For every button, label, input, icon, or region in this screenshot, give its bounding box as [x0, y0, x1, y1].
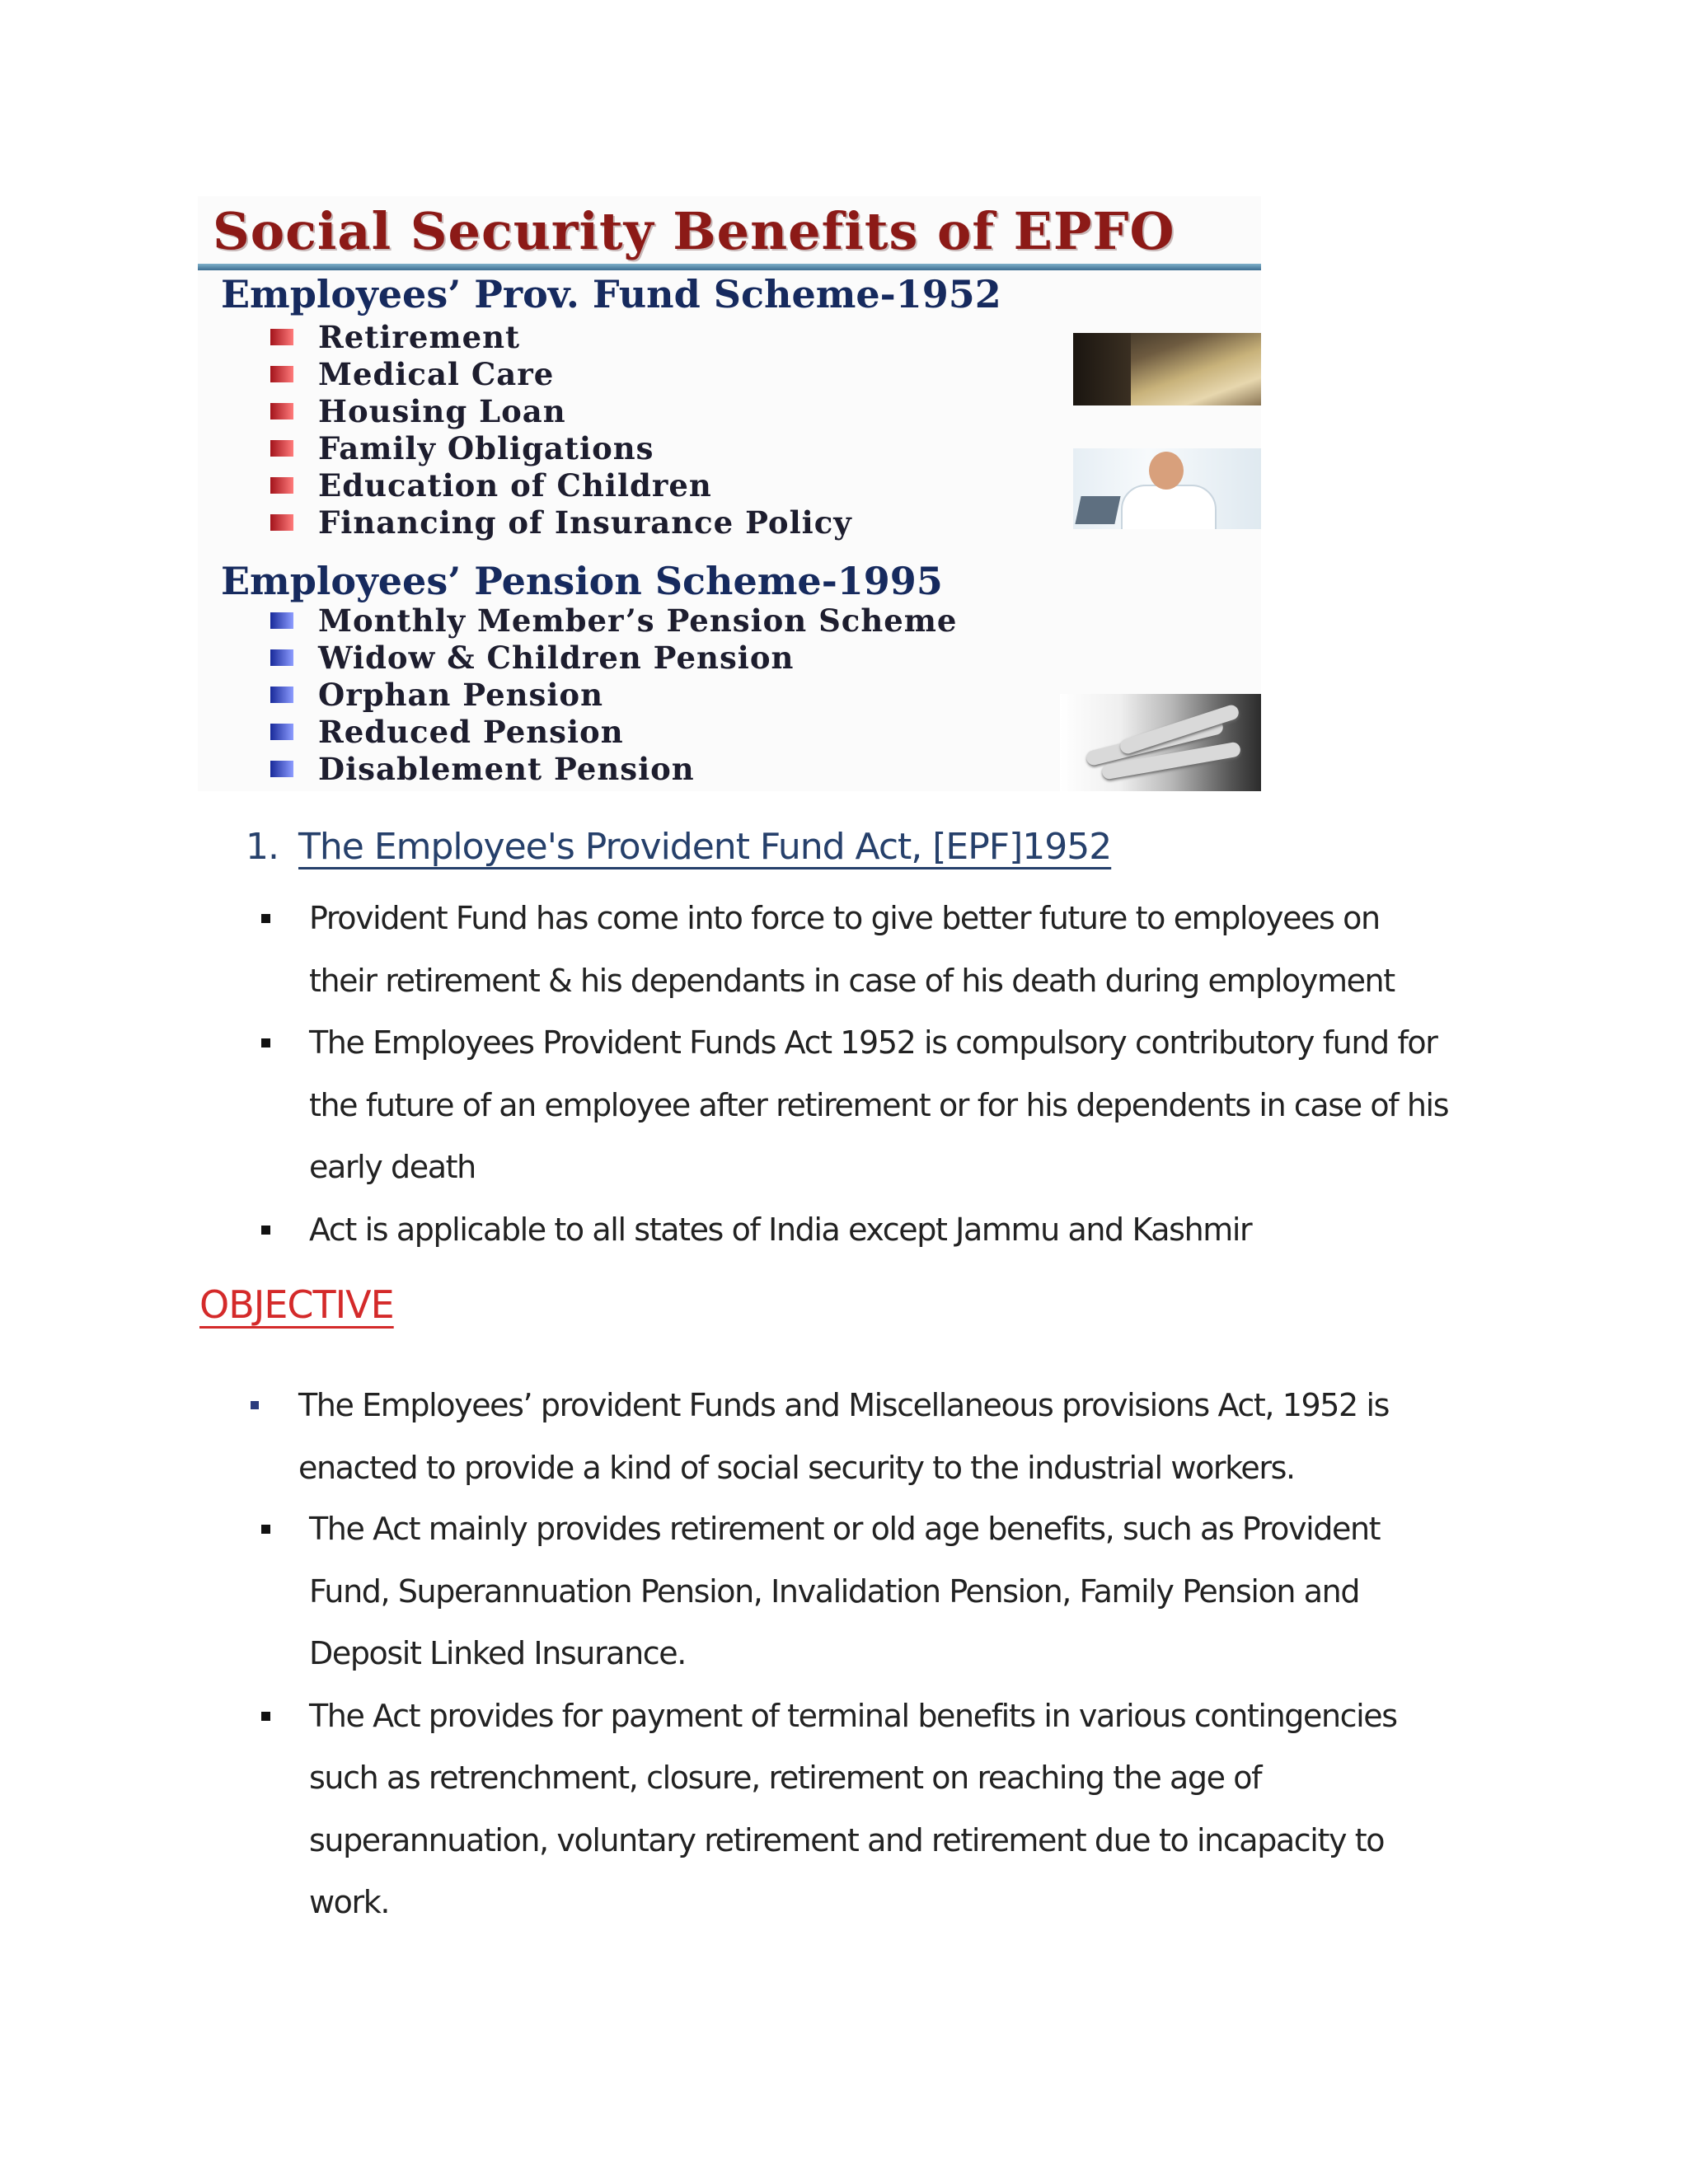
list-item-continuation: Fund, Superannuation Pension, Invalidation Pension, Family Pension and [309, 1572, 1360, 1610]
list-item: The Employees Provident Funds Act 1952 is compulsory contributory fund for [309, 1012, 1448, 1075]
banner-divider [198, 264, 1261, 270]
list-item-continuation: Deposit Linked Insurance. [309, 1635, 686, 1671]
square-bullet-icon [261, 1038, 270, 1047]
list-item: The Act provides for payment of terminal benefits in various contingencies [309, 1685, 1397, 1748]
square-bullet-icon [261, 1712, 270, 1721]
section-heading-epf-act [246, 826, 1111, 868]
list-item: The Employees’ provident Funds and Miscellaneous provisions Act, 1952 is [298, 1375, 1389, 1437]
scheme-title-pf: Employees’ Prov. Fund Scheme-1952 [221, 272, 1001, 316]
objective-intro-bullet [298, 1375, 1389, 1499]
doctor-head-shape [1149, 452, 1184, 490]
red-square-bullet-icon [270, 514, 293, 531]
money-photo [1073, 333, 1261, 405]
list-item-continuation: their retirement & his dependants in case of his death during employment [309, 962, 1395, 999]
list-item-continuation: superannuation, voluntary retirement and retirement due to incapacity to [309, 1821, 1385, 1858]
list-item-continuation: early death [309, 1149, 476, 1185]
square-bullet-icon [261, 1226, 270, 1235]
list-item: Financing of Insurance Policy [270, 504, 852, 541]
blue-square-bullet-icon [270, 649, 293, 666]
red-square-bullet-icon [270, 366, 293, 382]
list-item: Monthly Member’s Pension Scheme [270, 602, 957, 639]
list-item: Act is applicable to all states of India except Jammu and Kashmir [309, 1199, 1448, 1262]
list-item-continuation: enacted to provide a kind of social security to the industrial workers. [298, 1449, 1295, 1486]
list-item: Reduced Pension [270, 713, 957, 750]
list-item: Medical Care [270, 355, 852, 392]
blue-square-bullet-icon [270, 687, 293, 703]
blue-square-bullet-icon [270, 612, 293, 629]
list-item-continuation: the future of an employee after retirement or for his dependents in case of his [309, 1086, 1449, 1123]
list-item: Provident Fund has come into force to give better future to employees on [309, 888, 1448, 950]
epfo-benefits-banner [198, 196, 1261, 791]
list-item-continuation: work. [309, 1884, 390, 1920]
blue-square-bullet-icon [270, 724, 293, 740]
list-item: Housing Loan [270, 392, 852, 429]
hands-photo [1060, 694, 1261, 791]
list-item: Disablement Pension [270, 750, 957, 787]
doctor-photo [1073, 448, 1261, 529]
section-number: 1. [246, 826, 279, 868]
banner-title: Social Security Benefits of EPFO [213, 201, 1175, 261]
scheme-title-pension: Employees’ Pension Scheme-1995 [221, 559, 943, 603]
objective-bullets [309, 1498, 1397, 1934]
list-item: Orphan Pension [270, 676, 957, 713]
pension-benefits-list [270, 602, 957, 787]
epf-act-bullets [309, 888, 1448, 1261]
red-square-bullet-icon [270, 440, 293, 457]
list-item: The Act mainly provides retirement or old age benefits, such as Provident [309, 1498, 1397, 1561]
red-square-bullet-icon [270, 477, 293, 494]
list-item: Retirement [270, 318, 852, 355]
objective-heading: OBJECTIVE [199, 1282, 394, 1327]
section-heading-link[interactable]: The Employee's Provident Fund Act, [EPF]1952 [298, 826, 1112, 868]
list-item: Education of Children [270, 466, 852, 504]
list-item: Family Obligations [270, 429, 852, 466]
blue-square-bullet-icon [270, 761, 293, 777]
doctor-coat-shape [1121, 485, 1217, 529]
list-item: Widow & Children Pension [270, 639, 957, 676]
square-bullet-icon [261, 1525, 270, 1534]
list-item-continuation: such as retrenchment, closure, retirement on reaching the age of [309, 1760, 1262, 1796]
red-square-bullet-icon [270, 329, 293, 345]
pf-benefits-list [270, 318, 852, 541]
square-bullet-icon [261, 914, 270, 923]
square-bullet-icon [251, 1401, 259, 1409]
red-square-bullet-icon [270, 403, 293, 419]
clipboard-shape [1075, 496, 1120, 524]
